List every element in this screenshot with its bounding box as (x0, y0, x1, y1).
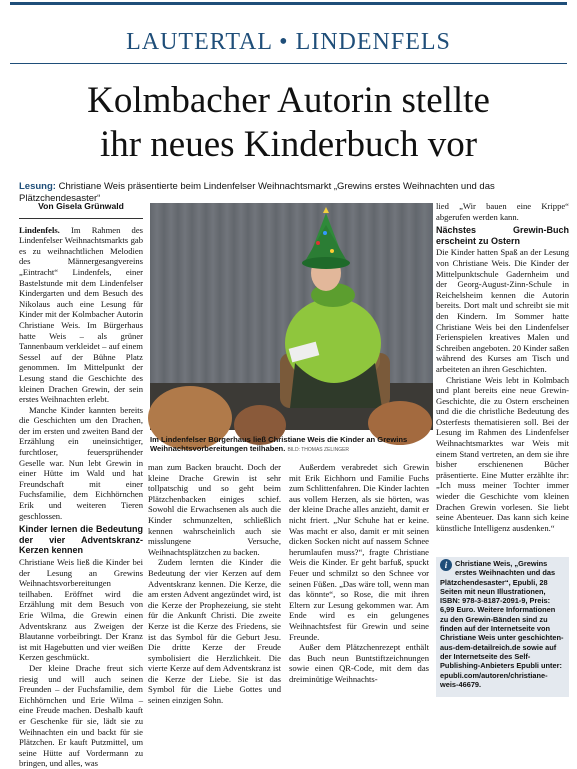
paragraph: Der kleine Drache freut sich riesig und will auch seinen Freunden – der Fuchsfamilie, dem Eichhörnchen und Erie Wilma – eine Freude machen. Deshalb kauft er Geschenke für sie, lädt sie zu Weihnachten ein und backt für sie Plätzchen. Er kauft Putzmittel, um seine Hütte auf Vordermann zu bringen, und alles, was (19, 662, 143, 769)
photo-illustration (150, 203, 433, 430)
paragraph: Lindenfels. Im Rahmen des Lindenfelser Weihnachtsmarkts gab es zu weihnachtlichen Melodien des Männergesangvereins „Eintracht“ Lindenfels, einer Bastelstunde mit dem Lindenfelser Kindergarten und dem Besuch des Nikolaus auch eine Lesung für Kinder mit der Kolmbacher Autorin Christiane Weis. Im Bürgerhaus hatte Weis – als grüner Tannenbaum verkleidet – auf einem Sessel auf der Bühne Platz genommen. Im Mittelpunkt der Lesung stand die Geschichte des kleinen Drachen Grewin, der sein erstes Weihnachten erlebt. (19, 224, 143, 405)
lead-text: Christiane Weis präsentierte beim Lindenfelser Weihnachtsmarkt „Grewins erstes Weihnachten und das Plätzchendesaster“ (19, 181, 495, 204)
article-headline (0, 79, 577, 167)
text-column-1 (19, 201, 143, 769)
info-icon: i (440, 559, 452, 571)
article-photo (150, 203, 433, 430)
headline-line-2: ihr neues Kinderbuch vor (99, 124, 478, 165)
book-info-box (436, 557, 569, 697)
lead-label: Lesung: (19, 181, 56, 192)
text-column-2 (148, 462, 281, 706)
paragraph: lied „Wir bauen eine Krippe“ abgerufen werden kann. (436, 201, 569, 222)
subheading: Nächstes Grewin-Buch erscheint zu Ostern (436, 225, 569, 246)
section-rule (10, 63, 567, 64)
section-header: LAUTERTAL • LINDENFELS (126, 29, 451, 55)
headline-line-1: Kolmbacher Autorin stellte (87, 80, 490, 121)
photo-caption: Im Lindenfelser Bürgerhaus ließ Christiane Weis die Kinder an Grewins Weihnachtsvorbereitungen teilhaben. BILD: THOMAS ZELINGER (150, 435, 408, 453)
top-rule (10, 2, 567, 5)
paragraph: Manche Kinder kannten bereits die Geschichten um den Drachen, der im ersten und zweiten Band der Erzählung ein uneinsichtiger, furchtloser, feuersprühender Geselle war. Nun lebt Grewin in einer Hütte im Wald und hat Freundschaft mit einer Fuchsfamilie, dem Eichhörnchen Erik und weiteren Tieren geschlossen. (19, 404, 143, 521)
paragraph: Christiane Weis lebt in Kolmbach und plant bereits eine neue Grewin-Geschichte, die zu Ostern erscheinen und die die christliche Bedeutung des Osterfests thematisieren soll. Bei der Lesung im Rahmen des Lindenfelser Weihnachtsmarktes war Weis mit einem Stand vertreten, an dem sie ihre bisher erschienenen Bücher präsentierte. Eine Mutter erzählte ihr: „Ich muss meiner Tochter immer wieder die Geschichte vom kleinen Drachen Grewin vorlesen. Sie liebt seine Abenteuer. Das kann sich keine künstliche Intelligenz ausdenken.“ (436, 374, 569, 533)
paragraph: Außerdem verabredet sich Grewin mit Erik Eichhorn und Familie Fuchs zum Schlittenfahren. Die Kinder lachten aus vollem Herzen, als sie hörten, was der kleine Drache alles anzieht, damit er nicht friert. „Nur Schuhe hat er keine. Was macht er also, damit er mit seinen dicken Socken nicht auf nassem Schnee herumlaufen muss?“, fragte Christiane Weis die Kinder. Er geht barfuß, spuckt Feuer und schmilzt so den Schnee vor seinen Füßen. „Das wäre toll, wenn man das könnte“, so Rose, die mit ihren Eltern zur Lesung gekommen war. Am Ende wird es ein gelungenes Weihnachtsfest für Grewin und seine Freunde. (289, 462, 429, 642)
byline: Von Gisela Grünwald (38, 201, 124, 211)
book-info-text: Christiane Weis, „Grewins erstes Weihnachten und das Plätzchendesaster“, Epubli, 28 Seiten mit neun Illustrationen, ISBN: 978-3-8187-2091-9, Preis: 6,99 Euro. Weitere Informationen zu den Grewin-Bänden sind zu finden auf der Internetseite von Christiane Weis unter geschichten-aus-dem-detailreich.de sowie auf der Internetseite des Self-Publishing-Anbieters Epubli unter: epubli.com/autoren/christiane-weis-46679. (440, 559, 564, 689)
dateline: Lindenfels. (19, 224, 60, 235)
photo-credit: BILD: THOMAS ZELINGER (287, 447, 350, 453)
text-column-3 (289, 462, 429, 702)
paragraph: Außer dem Plätzchenrezept enthält das Buch neun Buntstiftzeichnungen sowie einen QR-Code, mit dem das dreiminütige Weihnachts- (289, 642, 429, 684)
byline-rule (19, 218, 143, 219)
paragraph: Die Kinder hatten Spaß an der Lesung von Christiane Weis. Die Kinder der Mittelpunktschule Gadernheim und der Georg-August-Zinn-Schule in Reichelsheim kennen die Autorin bereits. Dort malt und schreibt sie mit den Kindern. Im Sommer hatte Christiane Weis bei den Lindenfelser Ferienspielen kreatives Malen und Schreiben angeboten. 20 Kinder saßen während des Kurses am Tisch und arbeiteten an ihren Geschichten. (436, 247, 569, 374)
paragraph: Christiane Weis ließ die Kinder bei der Lesung an Grewins Weihnachtsvorbereitungen teilhaben. Eröffnet wird die Erzählung mit dem Besuch von Erie Wilma, die Grewin einen Adventskranz aus Zweigen der Blautanne vorbeibringt. Der Kranz ist mit Hagebutten und vier weißen Kerzen geschmückt. (19, 557, 143, 663)
paragraph: man zum Backen braucht. Doch der kleine Drache Grewin ist sehr tollpatschig und so geht beim Plätzchenbacken einiges schief. Sowohl die Erwachsenen als auch die Kinder schmunzelten, schließlich kennen wahrscheinlich auch sie misslungene Versuche, Weihnachtsplätzchen zu backen. (148, 462, 281, 557)
text-column-4 (436, 201, 569, 551)
subheading: Kinder lernen die Bedeutung der vier Adventskranz-Kerzen kennen (19, 524, 143, 556)
paragraph: Zudem lernten die Kinder die Bedeutung der vier Kerzen auf dem Adventskranz kennen. Die Kerze, die am ersten Advent angezündet wird, ist die Kerze der Prophezeiung, sie steht für die Ankunft Christi. Die zweite Kerze ist die Kerze des Friedens, sie ist das Symbol für die Geburt Jesu. Die dritte Kerze der Freude symbolisiert die Herzlichkeit. Die vierte Kerze auf dem Adventskranz ist die Kerze der Liebe. Sie ist das Symbol für die Liebe Gottes und seinen einzigen Sohn. (148, 557, 281, 706)
